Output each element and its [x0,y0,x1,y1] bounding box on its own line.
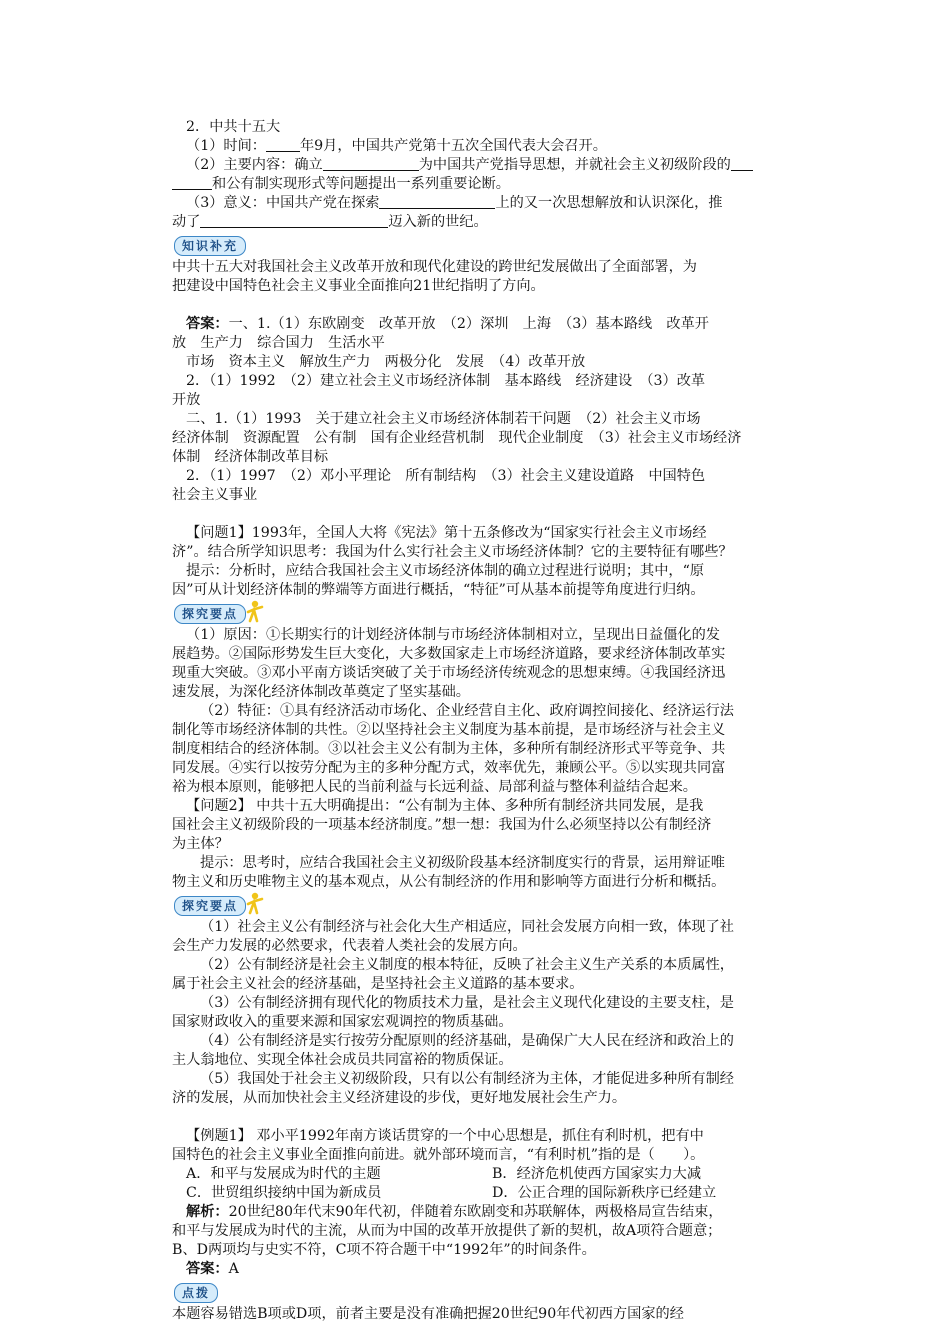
figure-icon [242,891,266,915]
explore-2-text: 国家财政收入的重要来源和国家宏观调控的物质基础。 [172,1014,513,1030]
question-2-hint: 提示：思考时，应结合我国社会主义初级阶段基本经济制度实行的背景，运用辩证唯 [200,855,725,871]
answer-2: 答案：A [186,1261,239,1277]
answer-line: 二、1.（1）1993 关于建立社会主义市场经济体制若干问题 （2）社会主义市场 [186,411,701,427]
document-page [172,118,812,1324]
question-2-hint: 物主义和历史唯物主义的基本观点，从公有制经济的作用和影响等方面进行分析和概括。 [172,874,726,890]
answer-line: 2．（1）1997 （2）邓小平理论 所有制结构 （3）社会主义建设道路 中国特色 [186,468,706,484]
figure-icon [242,599,266,623]
analysis: B、D两项均与史实不符，C项不符合题干中“1992年”的时间条件。 [172,1242,596,1258]
explore-1-text: （2）特征：①具有经济活动市场化、企业经营自主化、政府调控间接化、经济运行法 [200,703,734,719]
significance-line: （3）意义：中国共产党在探索 上的又一次思想解放和认识深化，推 [186,195,723,211]
options-row [172,1184,812,1203]
answer-line: 社会主义事业 [172,487,258,503]
fill-blank [323,157,419,171]
answer-line: 答案：一、1.（1）东欧剧变 改革开放 （2）深圳 上海 （3）基本路线 改革开 [186,316,709,332]
example-1: 【例题1】 邓小平1992年南方谈话贯穿的一个中心思想是，抓住有利时机，把有中 [186,1128,704,1144]
answer-line: 经济体制 资源配置 公有制 国有企业经营机制 现代企业制度 （3）社会主义市场经济 [172,430,742,446]
explore-2-text: （2）公有制经济是社会主义制度的根本特征，反映了社会主义生产关系的本质属性， [200,957,734,973]
answer-line: 市场 资本主义 解放生产力 两极分化 发展 （4）改革开放 [186,354,586,370]
explore-2-text: 会生产力发展的必然要求，代表着人类社会的发展方向。 [172,938,527,954]
explore-1-text: 制化等市场经济体制的共性。②以坚持社会主义制度为基本前提，是市场经济与社会主义 [172,722,726,738]
question-1-hint: 提示：分析时，应结合我国社会主义市场经济体制的确立过程进行说明；其中，“原 [186,563,705,579]
explore-2-text: 济的发展，从而加快社会主义经济建设的步伐，更好地发展社会生产力。 [172,1090,627,1106]
explore-1-text: 展趋势。②国际形势发生巨大变化，大多数国家走上市场经济道路，要求经济体制改革实 [172,646,726,662]
option-a: A．和平与发展成为时代的主题 [186,1166,381,1182]
option-b: B．经济危机使西方国家实力大减 [492,1166,702,1182]
question-1: 【问题1】1993年，全国人大将《宪法》第十五条修改为“国家实行社会主义市场经 [186,525,707,541]
question-2: 【问题2】 中共十五大明确提出：“公有制为主体、多种所有制经济共同发展，是我 [186,798,704,814]
explore-badge: 探究要点 [174,895,266,917]
answer-line: 放 生产力 综合国力 生活水平 [172,335,385,351]
explore-1-text: （1）原因：①长期实行的计划经济体制与市场经济体制相对立，呈现出日益僵化的发 [186,627,720,643]
analysis: 和平与发展成为时代的主流，从而为中国的改革开放提供了新的契机，故A项符合题意； [172,1223,722,1239]
analysis: 解析：20世纪80年代末90年代初，伴随着东欧剧变和苏联解体，两极格局宣告结束， [186,1204,723,1220]
explore-2-text: （3）公有制经济拥有现代化的物质技术力量，是社会主义现代化建设的主要支柱，是 [200,995,734,1011]
content-line-cont: 和公有制实现形式等问题提出一系列重要论断。 [172,175,812,194]
explore-2-text: （5）我国处于社会主义初级阶段，只有以公有制经济为主体，才能促进多种所有制经 [200,1071,734,1087]
content-line: （2）主要内容：确立 为中国共产党指导思想，并就社会主义初级阶段的 [172,156,812,175]
section-title: 2．中共十五大 [186,119,281,135]
time-line: （1）时间： 年9月，中国共产党第十五次全国代表大会召开。 [186,138,607,154]
question-2: 国社会主义初级阶段的一项基本经济制度。”想一想：我国为什么必须坚持以公有制经济 [172,817,712,833]
tip-badge: 点拨 [174,1282,218,1304]
answer-line: 开放 [172,392,201,408]
fill-blank [379,195,495,209]
answer-line: 2．（1）1992 （2）建立社会主义市场经济体制 基本路线 经济建设 （3）改革 [186,373,706,389]
explore-2-text: 主人翁地位、实现全体社会成员共同富裕的物质保证。 [172,1052,513,1068]
question-2: 为主体？ [172,836,229,852]
supplement-badge: 知识补充 [174,235,246,257]
explore-2-text: （1）社会主义公有制经济与社会化大生产相适应，同社会发展方向相一致，体现了社 [200,919,734,935]
fill-blank [172,176,212,190]
option-d: D．公正合理的国际新秩序已经建立 [492,1185,717,1201]
question-1-hint: 因”可从计划经济体制的弊端等方面进行概括，“特征”可从基本前提等角度进行归纳。 [172,582,705,598]
supplement-text: 中共十五大对我国社会主义改革开放和现代化建设的跨世纪发展做出了全面部署，为 [172,259,697,275]
explore-1-text: 同发展。④实行以按劳分配为主的多种分配方式，效率优先，兼顾公平。⑤以实现共同富 [172,760,726,776]
fill-blank [200,214,388,228]
explore-1-text: 现重大突破。③邓小平南方谈话突破了关于市场经济传统观念的思想束缚。④我国经济迅 [172,665,726,681]
explore-1-text: 裕为根本原则，能够把人民的当前利益与长远利益、局部利益与整体利益结合起来。 [172,779,697,795]
fill-blank [731,157,753,171]
options-row [172,1165,812,1184]
explore-1-text: 制度相结合的经济体制。③以社会主义公有制为主体，多种所有制经济形式平等竞争、共 [172,741,726,757]
supplement-text: 把建设中国特色社会主义事业全面推向21世纪指明了方向。 [172,278,545,294]
example-1: 国特色的社会主义事业全面推向前进。就外部环境而言，“有利时机”指的是（ ）。 [172,1147,705,1163]
tip-text: 本题容易错选B项或D项，前者主要是没有准确把握20世纪90年代初西方国家的经 [172,1306,684,1322]
fill-blank [266,138,300,152]
explore-2-text: 属于社会主义社会的经济基础，是坚持社会主义道路的基本要求。 [172,976,584,992]
significance-line-cont: 动了 迈入新的世纪。 [172,214,488,230]
explore-1-text: 速发展，为深化经济体制改革奠定了坚实基础。 [172,684,470,700]
answer-line: 体制 经济体制改革目标 [172,449,329,465]
question-1: 济”。结合所学知识思考：我国为什么实行社会主义市场经济体制？它的主要特征有哪些？ [172,544,733,560]
explore-badge: 探究要点 [174,603,266,625]
option-c: C．世贸组织接纳中国为新成员 [186,1185,382,1201]
explore-2-text: （4）公有制经济是实行按劳分配原则的经济基础，是确保广大人民在经济和政治上的 [200,1033,734,1049]
